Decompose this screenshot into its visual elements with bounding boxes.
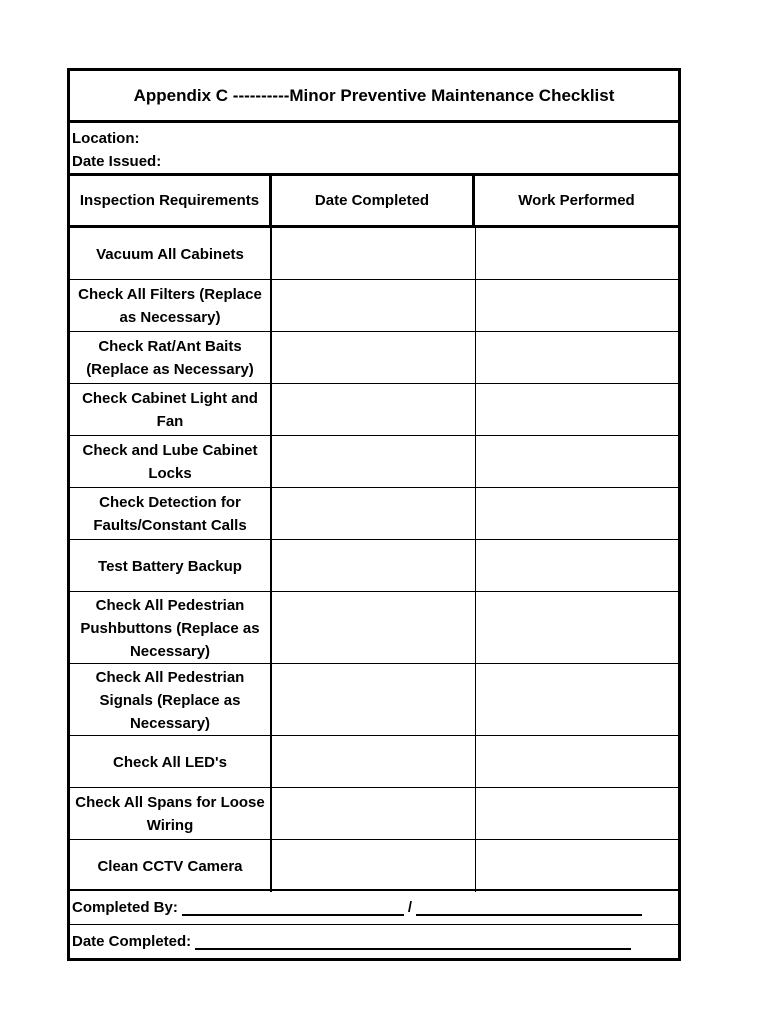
work-performed-cell[interactable] [476, 592, 678, 664]
date-completed-line [70, 925, 678, 958]
table-row [70, 384, 678, 436]
date-completed-cell[interactable] [272, 332, 476, 384]
completed-by-label: Completed By: [72, 899, 178, 916]
work-performed-cell[interactable] [476, 228, 678, 280]
completed-by-separator: / [407, 899, 413, 916]
checklist-sheet [67, 68, 681, 961]
table-row [70, 228, 678, 280]
work-performed-cell[interactable] [476, 788, 678, 840]
inspection-requirement: Clean CCTV Camera [70, 840, 272, 892]
table-row [70, 280, 678, 332]
date-completed-cell[interactable] [272, 280, 476, 332]
date-completed-blank[interactable] [195, 934, 631, 950]
table-header [70, 176, 678, 228]
table-row [70, 436, 678, 488]
table-row [70, 540, 678, 592]
inspection-requirement: Test Battery Backup [70, 540, 272, 592]
inspection-requirement: Check All LED's [70, 736, 272, 788]
completed-by-signature-blank[interactable] [416, 900, 642, 916]
date-completed-cell[interactable] [272, 840, 476, 892]
date-completed-cell[interactable] [272, 736, 476, 788]
work-performed-cell[interactable] [476, 540, 678, 592]
date-completed-cell[interactable] [272, 384, 476, 436]
date-completed-cell[interactable] [272, 488, 476, 540]
completed-by-line [70, 889, 678, 925]
table-row [70, 736, 678, 788]
inspection-requirement: Check Cabinet Light and Fan [70, 384, 272, 436]
work-performed-cell[interactable] [476, 840, 678, 892]
table-row [70, 592, 678, 664]
table-row [70, 332, 678, 384]
inspection-requirement: Check All Pedestrian Signals (Replace as Necessary) [70, 664, 272, 736]
table-row [70, 840, 678, 892]
date-completed-cell[interactable] [272, 436, 476, 488]
work-performed-cell[interactable] [476, 664, 678, 736]
info-section [70, 123, 678, 176]
date-completed-cell[interactable] [272, 788, 476, 840]
inspection-requirement: Check All Filters (Replace as Necessary) [70, 280, 272, 332]
date-completed-cell[interactable] [272, 592, 476, 664]
date-issued-label: Date Issued: [72, 153, 162, 170]
date-completed-cell[interactable] [272, 664, 476, 736]
work-performed-cell[interactable] [476, 280, 678, 332]
work-performed-cell[interactable] [476, 736, 678, 788]
location-label: Location: [72, 130, 140, 147]
inspection-requirement: Check All Spans for Loose Wiring [70, 788, 272, 840]
date-completed-cell[interactable] [272, 540, 476, 592]
column-header-inspection: Inspection Requirements [70, 176, 272, 225]
work-performed-cell[interactable] [476, 332, 678, 384]
work-performed-cell[interactable] [476, 488, 678, 540]
inspection-requirement: Check Detection for Faults/Constant Calls [70, 488, 272, 540]
table-row [70, 664, 678, 736]
inspection-requirement: Vacuum All Cabinets [70, 228, 272, 280]
date-completed-label: Date Completed: [72, 933, 192, 950]
table-row [70, 488, 678, 540]
work-performed-cell[interactable] [476, 384, 678, 436]
work-performed-cell[interactable] [476, 436, 678, 488]
page-title: Appendix C ----------Minor Preventive Maintenance Checklist [70, 71, 678, 123]
inspection-requirement: Check and Lube Cabinet Locks [70, 436, 272, 488]
column-header-date-completed: Date Completed [272, 176, 475, 225]
column-header-work-performed: Work Performed [518, 192, 635, 209]
inspection-requirement: Check All Pedestrian Pushbuttons (Replace as Necessary) [70, 592, 272, 664]
date-completed-cell[interactable] [272, 228, 476, 280]
completed-by-name-blank[interactable] [182, 900, 404, 916]
inspection-requirement: Check Rat/Ant Baits (Replace as Necessary) [70, 332, 272, 384]
table-row [70, 788, 678, 840]
